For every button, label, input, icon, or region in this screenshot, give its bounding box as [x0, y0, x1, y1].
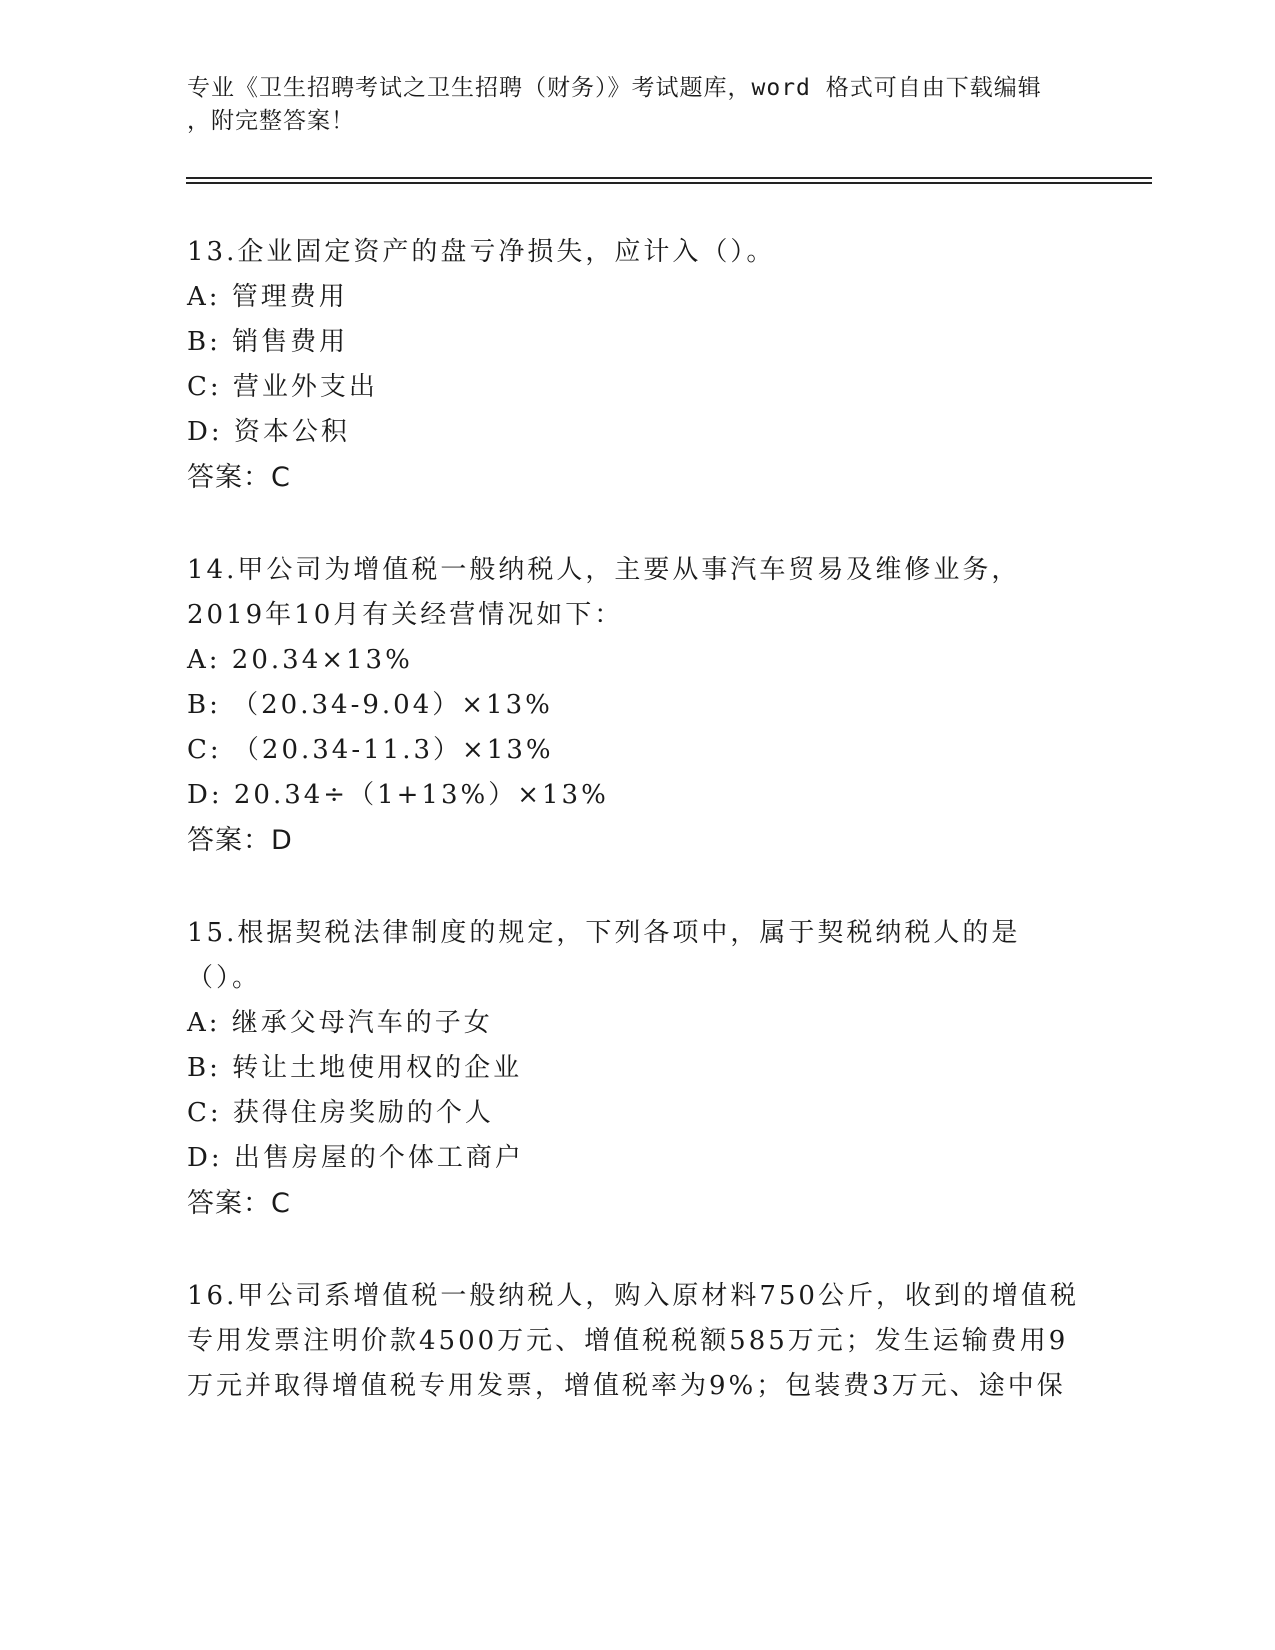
question-list: [187, 230, 1087, 1457]
option-b: B: 转让土地使用权的企业: [187, 1053, 523, 1083]
question-text: 14.甲公司为增值税一般纳税人，主要从事汽车贸易及维修业务，2019年10月有关经营情况如下：: [187, 555, 1021, 630]
answer: 答案：C: [187, 462, 291, 493]
header-line-2: ，附完整答案！: [187, 108, 355, 134]
option-c: C: 营业外支出: [187, 372, 378, 402]
option-b: B: （20.34-9.04）×13%: [187, 690, 553, 720]
question-text: 16.甲公司系增值税一般纳税人，购入原材料750公斤，收到的增值税专用发票注明价款4500万元、增值税税额585万元；发生运输费用9万元并取得增值税专用发票，增值税率为9%；包装费3万元、途中保: [187, 1281, 1079, 1401]
option-d: D: 出售房屋的个体工商户: [187, 1143, 524, 1173]
option-c: C: 获得住房奖励的个人: [187, 1098, 494, 1128]
question-text: 15.根据契税法律制度的规定，下列各项中，属于契税纳税人的是（）。: [187, 918, 1021, 993]
header-divider-top: [186, 177, 1152, 179]
option-d: D: 20.34÷（1+13%）×13%: [187, 780, 609, 810]
answer: 答案：D: [187, 825, 293, 856]
question-text: 13.企业固定资产的盘亏净损失，应计入（）。: [187, 237, 776, 267]
header-divider-bottom: [186, 182, 1152, 184]
option-a: A: 20.34×13%: [187, 645, 413, 675]
page-header: [187, 72, 1067, 138]
option-a: A: 管理费用: [187, 282, 348, 312]
question-15: [187, 911, 1087, 1226]
question-13: [187, 230, 1087, 500]
option-d: D: 资本公积: [187, 417, 350, 447]
header-line-1: 专业《卫生招聘考试之卫生招聘（财务）》考试题库，word 格式可自由下载编辑: [187, 75, 1042, 101]
option-a: A: 继承父母汽车的子女: [187, 1008, 493, 1038]
option-b: B: 销售费用: [187, 327, 349, 357]
answer: 答案：C: [187, 1188, 291, 1219]
question-16: [187, 1274, 1087, 1409]
question-14: [187, 548, 1087, 863]
option-c: C: （20.34-11.3）×13%: [187, 735, 554, 765]
